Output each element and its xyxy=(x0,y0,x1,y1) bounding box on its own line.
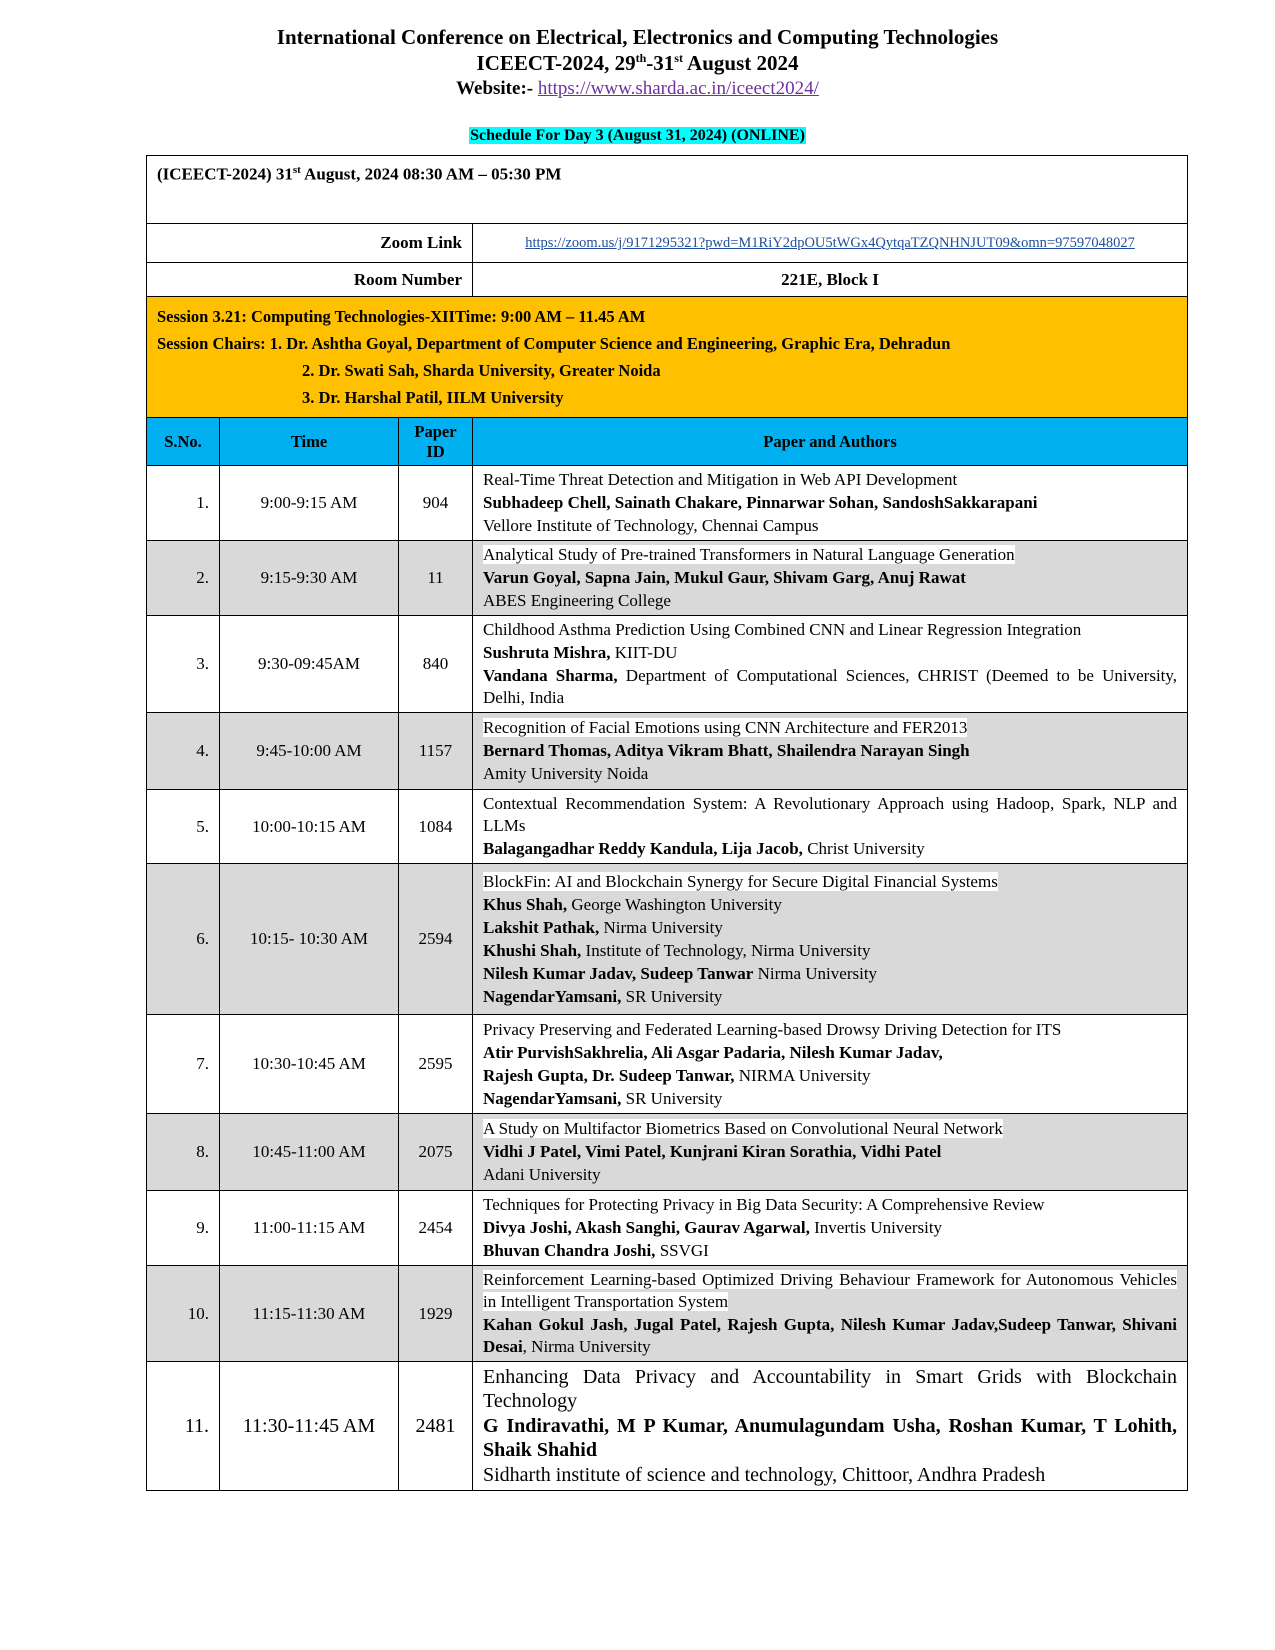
schedule-label: Schedule For Day 3 (August 31, 2024) (ONLINE) xyxy=(470,127,805,144)
paper-details xyxy=(473,616,1188,713)
affiliation: SR University xyxy=(621,1088,723,1108)
paper-details xyxy=(473,713,1188,790)
table-row xyxy=(147,1114,1188,1191)
subtitle-part: August 2024 xyxy=(682,51,799,75)
paper-title-text: Childhood Asthma Prediction Using Combined CNN and Linear Regression Integration xyxy=(483,620,1082,639)
zoom-url[interactable]: https://zoom.us/j/9171295321?pwd=M1RiY2dpOU5tWGx4QytqaTZQNHNJUT09&omn=97597048027 xyxy=(525,235,1135,251)
author-names: Rajesh Gupta, Dr. Sudeep Tanwar, xyxy=(483,1065,735,1085)
time-slot: 9:45-10:00 AM xyxy=(220,713,399,790)
table-row xyxy=(147,541,1188,616)
zoom-link[interactable] xyxy=(473,224,1188,263)
table-row xyxy=(147,713,1188,790)
author-line xyxy=(483,894,1177,916)
subtitle-sup: st xyxy=(674,51,683,65)
affiliation: Christ University xyxy=(802,839,925,858)
author-names: Vandana Sharma, xyxy=(483,666,618,685)
table-row xyxy=(147,1266,1188,1362)
affiliation: Department of Computational Sciences, CHRIST (Deemed to be University, Delhi, India xyxy=(483,666,1178,707)
author-line xyxy=(483,986,1177,1008)
paper-title-text: BlockFin: AI and Blockchain Synergy for Secure Digital Financial Systems xyxy=(483,871,998,891)
table-row xyxy=(147,1015,1188,1114)
col-paper-id xyxy=(399,418,473,466)
serial-number: 11. xyxy=(147,1362,220,1491)
serial-number: 2. xyxy=(147,541,220,616)
author-names: NagendarYamsani, xyxy=(483,986,622,1006)
author-line xyxy=(483,963,1177,985)
paper-id: 2075 xyxy=(399,1114,473,1191)
table-row xyxy=(147,1191,1188,1266)
paper-title-text: Techniques for Protecting Privacy in Big Data Security: A Comprehensive Review xyxy=(483,1195,1045,1214)
paper-title xyxy=(483,871,1177,893)
serial-number: 1. xyxy=(147,466,220,541)
author-line xyxy=(483,1414,1177,1462)
author-names: Balagangadhar Reddy Kandula, Lija Jacob, xyxy=(483,839,803,858)
col-paper-id-line2: ID xyxy=(426,441,445,461)
paper-id: 1084 xyxy=(399,790,473,864)
paper-id: 2481 xyxy=(399,1362,473,1491)
conference-title: International Conference on Electrical, Electronics and Computing Technologies xyxy=(276,25,999,49)
affiliation: George Washington University xyxy=(567,894,782,914)
meta-title-row xyxy=(147,156,1188,224)
author-names: Kahan Gokul Jash, Jugal Patel, Rajesh Gupta, Nilesh Kumar Jadav,Sudeep Tanwar, Shivani Desai xyxy=(483,1315,1178,1356)
author-names: Khushi Shah, xyxy=(483,940,582,960)
affiliation: Nirma University xyxy=(599,917,723,937)
website-label: Website:- xyxy=(456,78,538,99)
serial-number: 10. xyxy=(147,1266,220,1362)
paper-title xyxy=(483,1019,1177,1041)
author-line xyxy=(483,492,1177,514)
subtitle-sup: th xyxy=(635,51,647,65)
author-line xyxy=(483,917,1177,939)
paper-title xyxy=(483,1269,1177,1313)
paper-title xyxy=(483,1118,1177,1140)
paper-id: 904 xyxy=(399,466,473,541)
affiliation: KIIT-DU xyxy=(610,643,678,662)
time-slot: 10:45-11:00 AM xyxy=(220,1114,399,1191)
paper-details xyxy=(473,1266,1188,1362)
room-label: Room Number xyxy=(147,263,473,297)
session-info xyxy=(147,297,1188,418)
author-line xyxy=(483,515,1177,537)
event-date-sup: st xyxy=(292,164,301,176)
paper-title-text: Analytical Study of Pre-trained Transformers in Natural Language Generation xyxy=(483,545,1015,564)
subtitle-part: -31 xyxy=(646,51,675,75)
affiliation: Nirma University xyxy=(753,963,878,983)
col-paper-id-line1: Paper xyxy=(414,421,457,441)
paper-details xyxy=(473,1114,1188,1191)
affiliation: Adani University xyxy=(483,1165,601,1184)
author-names: Sushruta Mishra, xyxy=(483,643,611,662)
author-line xyxy=(483,1065,1177,1087)
author-line xyxy=(483,1088,1177,1110)
paper-id: 840 xyxy=(399,616,473,713)
paper-id: 2454 xyxy=(399,1191,473,1266)
table-row xyxy=(147,864,1188,1015)
session-chair-3: 3. Dr. Harshal Patil, IILM University xyxy=(302,388,564,407)
affiliation: , Nirma University xyxy=(522,1337,651,1356)
zoom-label: Zoom Link xyxy=(147,224,473,263)
table-row xyxy=(147,616,1188,713)
author-line xyxy=(483,1240,1177,1262)
paper-title xyxy=(483,793,1177,837)
paper-id: 2595 xyxy=(399,1015,473,1114)
time-slot: 9:30-09:45AM xyxy=(220,616,399,713)
serial-number: 6. xyxy=(147,864,220,1015)
paper-title xyxy=(483,717,1177,739)
author-line xyxy=(483,740,1177,762)
paper-id: 1157 xyxy=(399,713,473,790)
affiliation: Institute of Technology, Nirma University xyxy=(581,940,871,960)
paper-details xyxy=(473,1362,1188,1491)
paper-title xyxy=(483,1365,1177,1413)
author-line xyxy=(483,1164,1177,1186)
paper-title xyxy=(483,544,1177,566)
author-line xyxy=(483,665,1177,709)
paper-title xyxy=(483,1194,1177,1216)
paper-details xyxy=(473,1015,1188,1114)
session-chair-1: Session Chairs: 1. Dr. Ashtha Goyal, Department of Computer Science and Engineering, Graphic Era, Dehradun xyxy=(157,334,951,353)
affiliation: Amity University Noida xyxy=(483,764,649,783)
serial-number: 7. xyxy=(147,1015,220,1114)
affiliation: NIRMA University xyxy=(734,1065,871,1085)
table-row xyxy=(147,1362,1188,1491)
paper-id: 2594 xyxy=(399,864,473,1015)
paper-details xyxy=(473,1191,1188,1266)
author-line xyxy=(483,1042,1177,1064)
author-line xyxy=(483,763,1177,785)
paper-title xyxy=(483,619,1177,641)
session-row xyxy=(147,297,1188,418)
serial-number: 8. xyxy=(147,1114,220,1191)
author-names: NagendarYamsani, xyxy=(483,1088,622,1108)
author-line xyxy=(483,567,1177,589)
affiliation: Sidharth institute of science and technology, Chittoor, Andhra Pradesh xyxy=(483,1464,1046,1486)
affiliation: SSVGI xyxy=(655,1241,709,1260)
serial-number: 4. xyxy=(147,713,220,790)
author-line xyxy=(483,1141,1177,1163)
zoom-row xyxy=(147,224,1188,263)
time-slot: 11:30-11:45 AM xyxy=(220,1362,399,1491)
author-names: Nilesh Kumar Jadav, Sudeep Tanwar xyxy=(483,963,754,983)
schedule-heading xyxy=(0,127,1275,145)
column-header-row xyxy=(147,418,1188,466)
paper-id: 1929 xyxy=(399,1266,473,1362)
col-time: Time xyxy=(220,418,399,466)
author-names: Divya Joshi, Akash Sanghi, Gaurav Agarwal, xyxy=(483,1218,810,1237)
paper-details xyxy=(473,466,1188,541)
affiliation: Invertis University xyxy=(809,1218,943,1237)
table-row xyxy=(147,466,1188,541)
serial-number: 5. xyxy=(147,790,220,864)
serial-number: 9. xyxy=(147,1191,220,1266)
subtitle-part: ICEECT-2024, 29 xyxy=(476,51,636,75)
website-line xyxy=(0,76,1275,102)
affiliation: ABES Engineering College xyxy=(483,591,671,610)
author-names: Subhadeep Chell, Sainath Chakare, Pinnarwar Sohan, SandoshSakkarapani xyxy=(483,493,1038,512)
author-names: G Indiravathi, M P Kumar, Anumulagundam Usha, Roshan Kumar, T Lohith, Shaik Shahid xyxy=(483,1415,1178,1461)
paper-title-text: Contextual Recommendation System: A Revolutionary Approach using Hadoop, Spark, NLP and LLMs xyxy=(483,794,1178,835)
paper-details xyxy=(473,790,1188,864)
author-line xyxy=(483,1314,1177,1358)
table-row xyxy=(147,790,1188,864)
author-names: Bernard Thomas, Aditya Vikram Bhatt, Shailendra Narayan Singh xyxy=(483,741,970,760)
paper-title-text: Real-Time Threat Detection and Mitigation in Web API Development xyxy=(483,470,958,489)
author-names: Khus Shah, xyxy=(483,894,568,914)
col-paper-authors: Paper and Authors xyxy=(473,418,1188,466)
paper-details xyxy=(473,864,1188,1015)
col-sno: S.No. xyxy=(147,418,220,466)
paper-title-text: A Study on Multifactor Biometrics Based on Convolutional Neural Network xyxy=(483,1119,1003,1138)
paper-title xyxy=(483,469,1177,491)
schedule-rows xyxy=(147,466,1188,1491)
time-slot: 11:00-11:15 AM xyxy=(220,1191,399,1266)
website-link[interactable]: https://www.sharda.ac.in/iceect2024/ xyxy=(537,78,819,99)
author-names: Atir PurvishSakhrelia, Ali Asgar Padaria, Nilesh Kumar Jadav, xyxy=(483,1042,943,1062)
room-value: 221E, Block I xyxy=(473,263,1188,297)
paper-title-text: Privacy Preserving and Federated Learning-based Drowsy Driving Detection for ITS xyxy=(483,1019,1062,1039)
conference-subtitle xyxy=(0,50,1275,76)
author-line xyxy=(483,642,1177,664)
event-date-part: (ICEECT-2024) 31 xyxy=(157,164,293,184)
affiliation: Vellore Institute of Technology, Chennai Campus xyxy=(483,516,819,535)
author-names: Varun Goyal, Sapna Jain, Mukul Gaur, Shivam Garg, Anuj Rawat xyxy=(483,568,966,587)
author-line xyxy=(483,1217,1177,1239)
event-time-part: August, 2024 08:30 AM – 05:30 PM xyxy=(300,164,562,184)
time-slot: 9:15-9:30 AM xyxy=(220,541,399,616)
session-title: Session 3.21: Computing Technologies-XIITime: 9:00 AM – 11.45 AM xyxy=(157,307,646,326)
time-slot: 11:15-11:30 AM xyxy=(220,1266,399,1362)
author-names: Bhuvan Chandra Joshi, xyxy=(483,1241,656,1260)
affiliation: SR University xyxy=(621,986,723,1006)
room-row xyxy=(147,263,1188,297)
paper-id: 11 xyxy=(399,541,473,616)
author-names: Vidhi J Patel, Vimi Patel, Kunjrani Kiran Sorathia, Vidhi Patel xyxy=(483,1142,942,1161)
paper-details xyxy=(473,541,1188,616)
paper-title-text: Recognition of Facial Emotions using CNN Architecture and FER2013 xyxy=(483,718,968,737)
time-slot: 9:00-9:15 AM xyxy=(220,466,399,541)
event-datetime xyxy=(147,156,1188,224)
paper-title-text: Reinforcement Learning-based Optimized Driving Behaviour Framework for Autonomous Vehicles in Intelligent Transportation System xyxy=(483,1270,1178,1311)
author-line xyxy=(483,940,1177,962)
document-header xyxy=(0,24,1275,102)
author-line xyxy=(483,838,1177,860)
time-slot: 10:00-10:15 AM xyxy=(220,790,399,864)
author-line xyxy=(483,590,1177,612)
session-chair-2: 2. Dr. Swati Sah, Sharda University, Greater Noida xyxy=(302,361,661,380)
author-names: Lakshit Pathak, xyxy=(483,917,600,937)
serial-number: 3. xyxy=(147,616,220,713)
time-slot: 10:30-10:45 AM xyxy=(220,1015,399,1114)
author-line xyxy=(483,1463,1177,1487)
time-slot: 10:15- 10:30 AM xyxy=(220,864,399,1015)
paper-title-text: Enhancing Data Privacy and Accountability in Smart Grids with Blockchain Technology xyxy=(483,1366,1178,1412)
schedule-table xyxy=(146,155,1188,1491)
